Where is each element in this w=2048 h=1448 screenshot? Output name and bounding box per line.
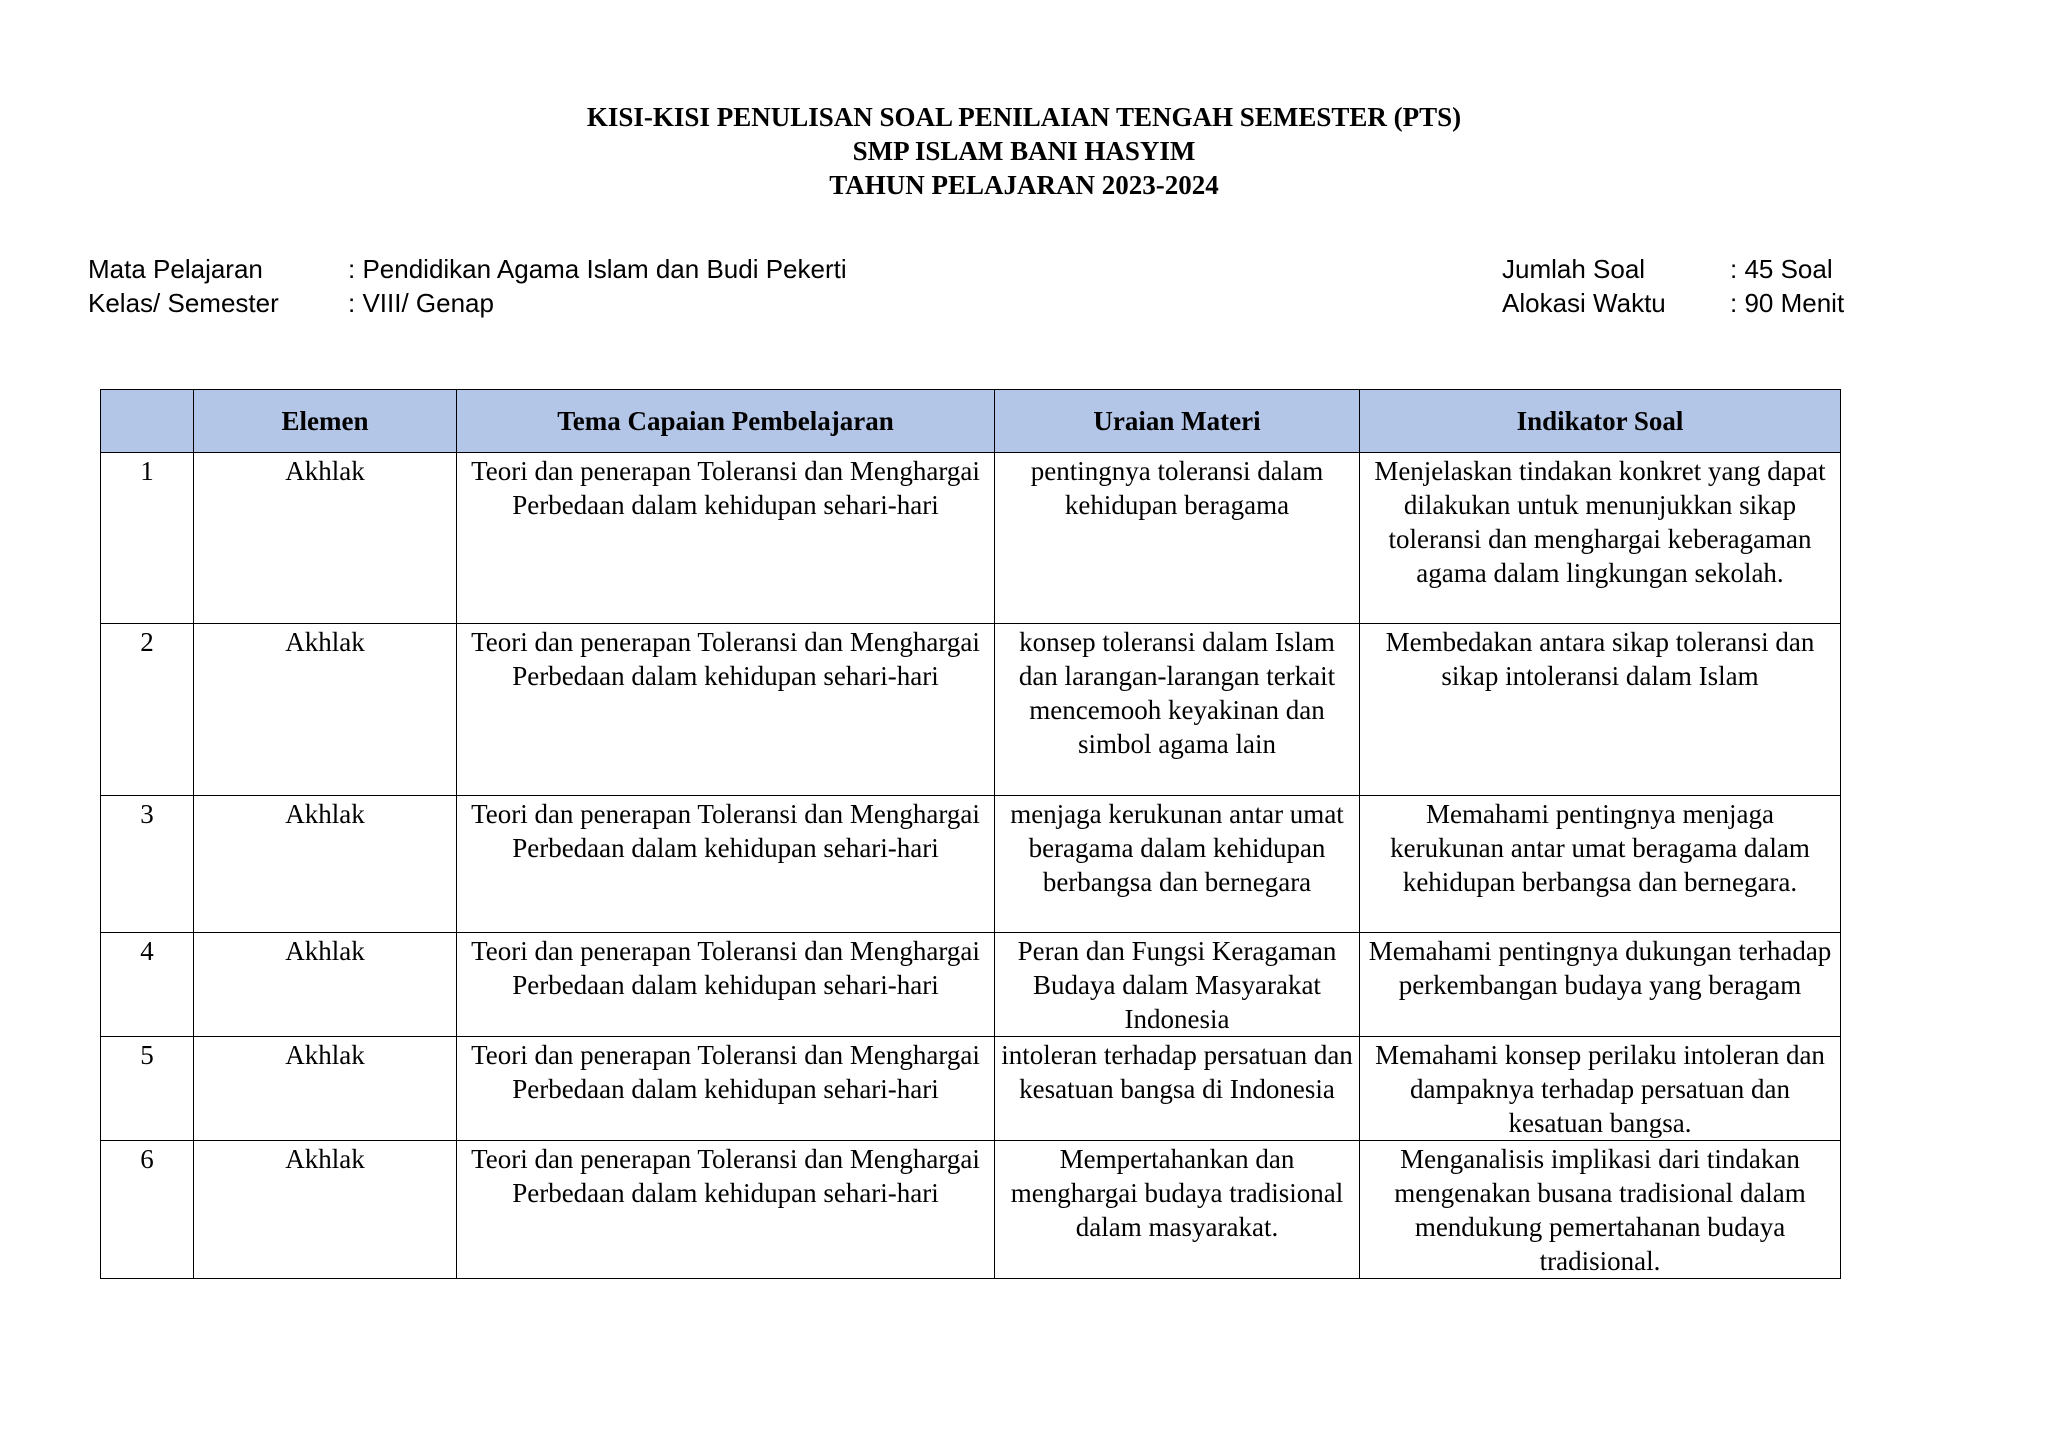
elemen-cell: Akhlak — [194, 453, 457, 624]
table-row — [101, 796, 1841, 933]
column-header-uraian: Uraian Materi — [995, 390, 1360, 453]
table-header-row — [101, 390, 1841, 453]
question-count-label: Jumlah Soal — [1502, 254, 1646, 284]
indikator-cell: Memahami pentingnya dukungan terhadap perkembangan budaya yang beragam — [1360, 933, 1841, 1037]
tema-cell: Teori dan penerapan Toleransi dan Menghargai Perbedaan dalam kehidupan sehari-hari — [457, 933, 995, 1037]
uraian-cell: intoleran terhadap persatuan dan kesatuan bangsa di Indonesia — [995, 1037, 1360, 1141]
elemen-cell: Akhlak — [194, 796, 457, 933]
time-allocation-value: : 90 Menit — [1730, 288, 1845, 318]
column-header-indikator: Indikator Soal — [1360, 390, 1841, 453]
row-number: 1 — [101, 453, 194, 624]
elemen-cell: Akhlak — [194, 1141, 457, 1279]
uraian-cell: Peran dan Fungsi Keragaman Budaya dalam Masyarakat Indonesia — [995, 933, 1360, 1037]
subject-value: : Pendidikan Agama Islam dan Budi Pekerti — [348, 254, 847, 284]
class-value: : VIII/ Genap — [348, 288, 494, 318]
indikator-cell: Memahami konsep perilaku intoleran dan dampaknya terhadap persatuan dan kesatuan bangsa. — [1360, 1037, 1841, 1141]
tema-cell: Teori dan penerapan Toleransi dan Menghargai Perbedaan dalam kehidupan sehari-hari — [457, 796, 995, 933]
subject-label: Mata Pelajaran — [88, 254, 263, 284]
indikator-cell: Menjelaskan tindakan konkret yang dapat dilakukan untuk menunjukkan sikap toleransi dan menghargai keberagaman agama dalam lingkungan sekolah. — [1360, 453, 1841, 624]
tema-cell: Teori dan penerapan Toleransi dan Menghargai Perbedaan dalam kehidupan sehari-hari — [457, 1037, 995, 1141]
column-header-tema: Tema Capaian Pembelajaran — [457, 390, 995, 453]
class-label: Kelas/ Semester — [88, 288, 279, 318]
academic-year: TAHUN PELAJARAN 2023-2024 — [829, 170, 1219, 200]
document-title-block — [0, 100, 2048, 202]
row-number: 4 — [101, 933, 194, 1037]
indikator-cell: Memahami pentingnya menjaga kerukunan antar umat beragama dalam kehidupan berbangsa dan bernegara. — [1360, 796, 1841, 933]
uraian-cell: pentingnya toleransi dalam kehidupan beragama — [995, 453, 1360, 624]
table-row — [101, 453, 1841, 624]
table-row — [101, 1141, 1841, 1279]
subject-info — [88, 252, 847, 320]
document-title: KISI-KISI PENULISAN SOAL PENILAIAN TENGAH SEMESTER (PTS) — [586, 102, 1462, 132]
elemen-cell: Akhlak — [194, 1037, 457, 1141]
exam-blueprint-table — [100, 389, 1841, 1279]
table-row — [101, 1037, 1841, 1141]
school-name: SMP ISLAM BANI HASYIM — [852, 136, 1196, 166]
exam-info — [1502, 252, 1844, 320]
uraian-cell: konsep toleransi dalam Islam dan larangan-larangan terkait mencemooh keyakinan dan simbol agama lain — [995, 624, 1360, 796]
tema-cell: Teori dan penerapan Toleransi dan Menghargai Perbedaan dalam kehidupan sehari-hari — [457, 624, 995, 796]
row-number: 3 — [101, 796, 194, 933]
question-count-value: : 45 Soal — [1730, 254, 1833, 284]
uraian-cell: menjaga kerukunan antar umat beragama dalam kehidupan berbangsa dan bernegara — [995, 796, 1360, 933]
row-number: 2 — [101, 624, 194, 796]
column-header-number — [101, 390, 194, 453]
row-number: 6 — [101, 1141, 194, 1279]
elemen-cell: Akhlak — [194, 933, 457, 1037]
indikator-cell: Membedakan antara sikap toleransi dan sikap intoleransi dalam Islam — [1360, 624, 1841, 796]
time-allocation-label: Alokasi Waktu — [1502, 288, 1666, 318]
elemen-cell: Akhlak — [194, 624, 457, 796]
tema-cell: Teori dan penerapan Toleransi dan Menghargai Perbedaan dalam kehidupan sehari-hari — [457, 453, 995, 624]
column-header-elemen: Elemen — [194, 390, 457, 453]
table-row — [101, 624, 1841, 796]
indikator-cell: Menganalisis implikasi dari tindakan mengenakan busana tradisional dalam mendukung pemertahanan budaya tradisional. — [1360, 1141, 1841, 1279]
tema-cell: Teori dan penerapan Toleransi dan Menghargai Perbedaan dalam kehidupan sehari-hari — [457, 1141, 995, 1279]
uraian-cell: Mempertahankan dan menghargai budaya tradisional dalam masyarakat. — [995, 1141, 1360, 1279]
table-row — [101, 933, 1841, 1037]
row-number: 5 — [101, 1037, 194, 1141]
